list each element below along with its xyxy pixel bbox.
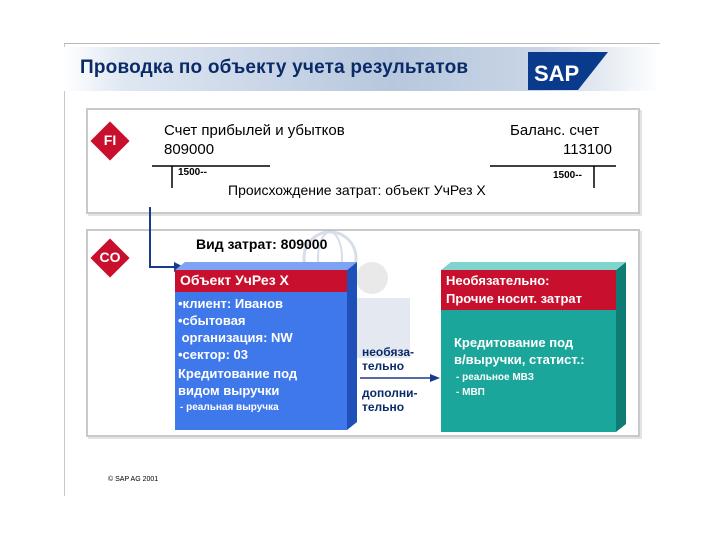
sap-logo-text: SAP <box>534 61 580 86</box>
additional-label: тельно <box>362 400 405 414</box>
object-line: видом выручки <box>178 383 280 398</box>
additional-label: дополни- <box>362 386 418 400</box>
balance-amount: 1500-- <box>553 170 582 181</box>
fi-badge-label: FI <box>103 132 117 148</box>
balance-account-number: 113100 <box>563 141 612 158</box>
object-sub-line: - реальная выручка <box>180 402 279 413</box>
co-badge-label: CO <box>99 249 121 265</box>
optional-sub-line: - реальное МВЗ <box>456 372 535 383</box>
object-box-title: Объект УчРез X <box>180 272 289 288</box>
object-line: Кредитование под <box>178 366 298 381</box>
optional-sub-line: - МВП <box>456 387 485 398</box>
object-line: •клиент: Иванов <box>178 296 284 311</box>
object-line: •сбытовая <box>178 313 246 328</box>
optional-box-title: Необязательно: <box>446 273 550 288</box>
origin-text: Происхождение затрат: объект УчРез X <box>228 182 486 198</box>
copyright: © SAP AG 2001 <box>108 476 159 483</box>
cost-type-text: Вид затрат: 809000 <box>196 236 328 252</box>
optional-line: Кредитование под <box>454 335 574 350</box>
pl-account-number: 809000 <box>164 141 215 158</box>
object-line: организация: NW <box>178 330 293 345</box>
optional-label: необяза- <box>362 345 414 359</box>
optional-label: тельно <box>362 359 405 373</box>
pl-account-title: Счет прибылей и убытков <box>164 122 345 139</box>
optional-line: в/выручки, статист.: <box>454 352 585 367</box>
balance-account-title: Баланс. счет <box>510 122 600 139</box>
slide-title: Проводка по объекту учета результатов <box>80 57 469 78</box>
flow-arrow-object-to-optional <box>358 371 442 385</box>
object-line: •сектор: 03 <box>178 347 248 362</box>
sap-logo <box>528 52 608 90</box>
optional-box-title: Прочие носит. затрат <box>446 291 582 306</box>
pl-amount: 1500-- <box>178 167 207 178</box>
